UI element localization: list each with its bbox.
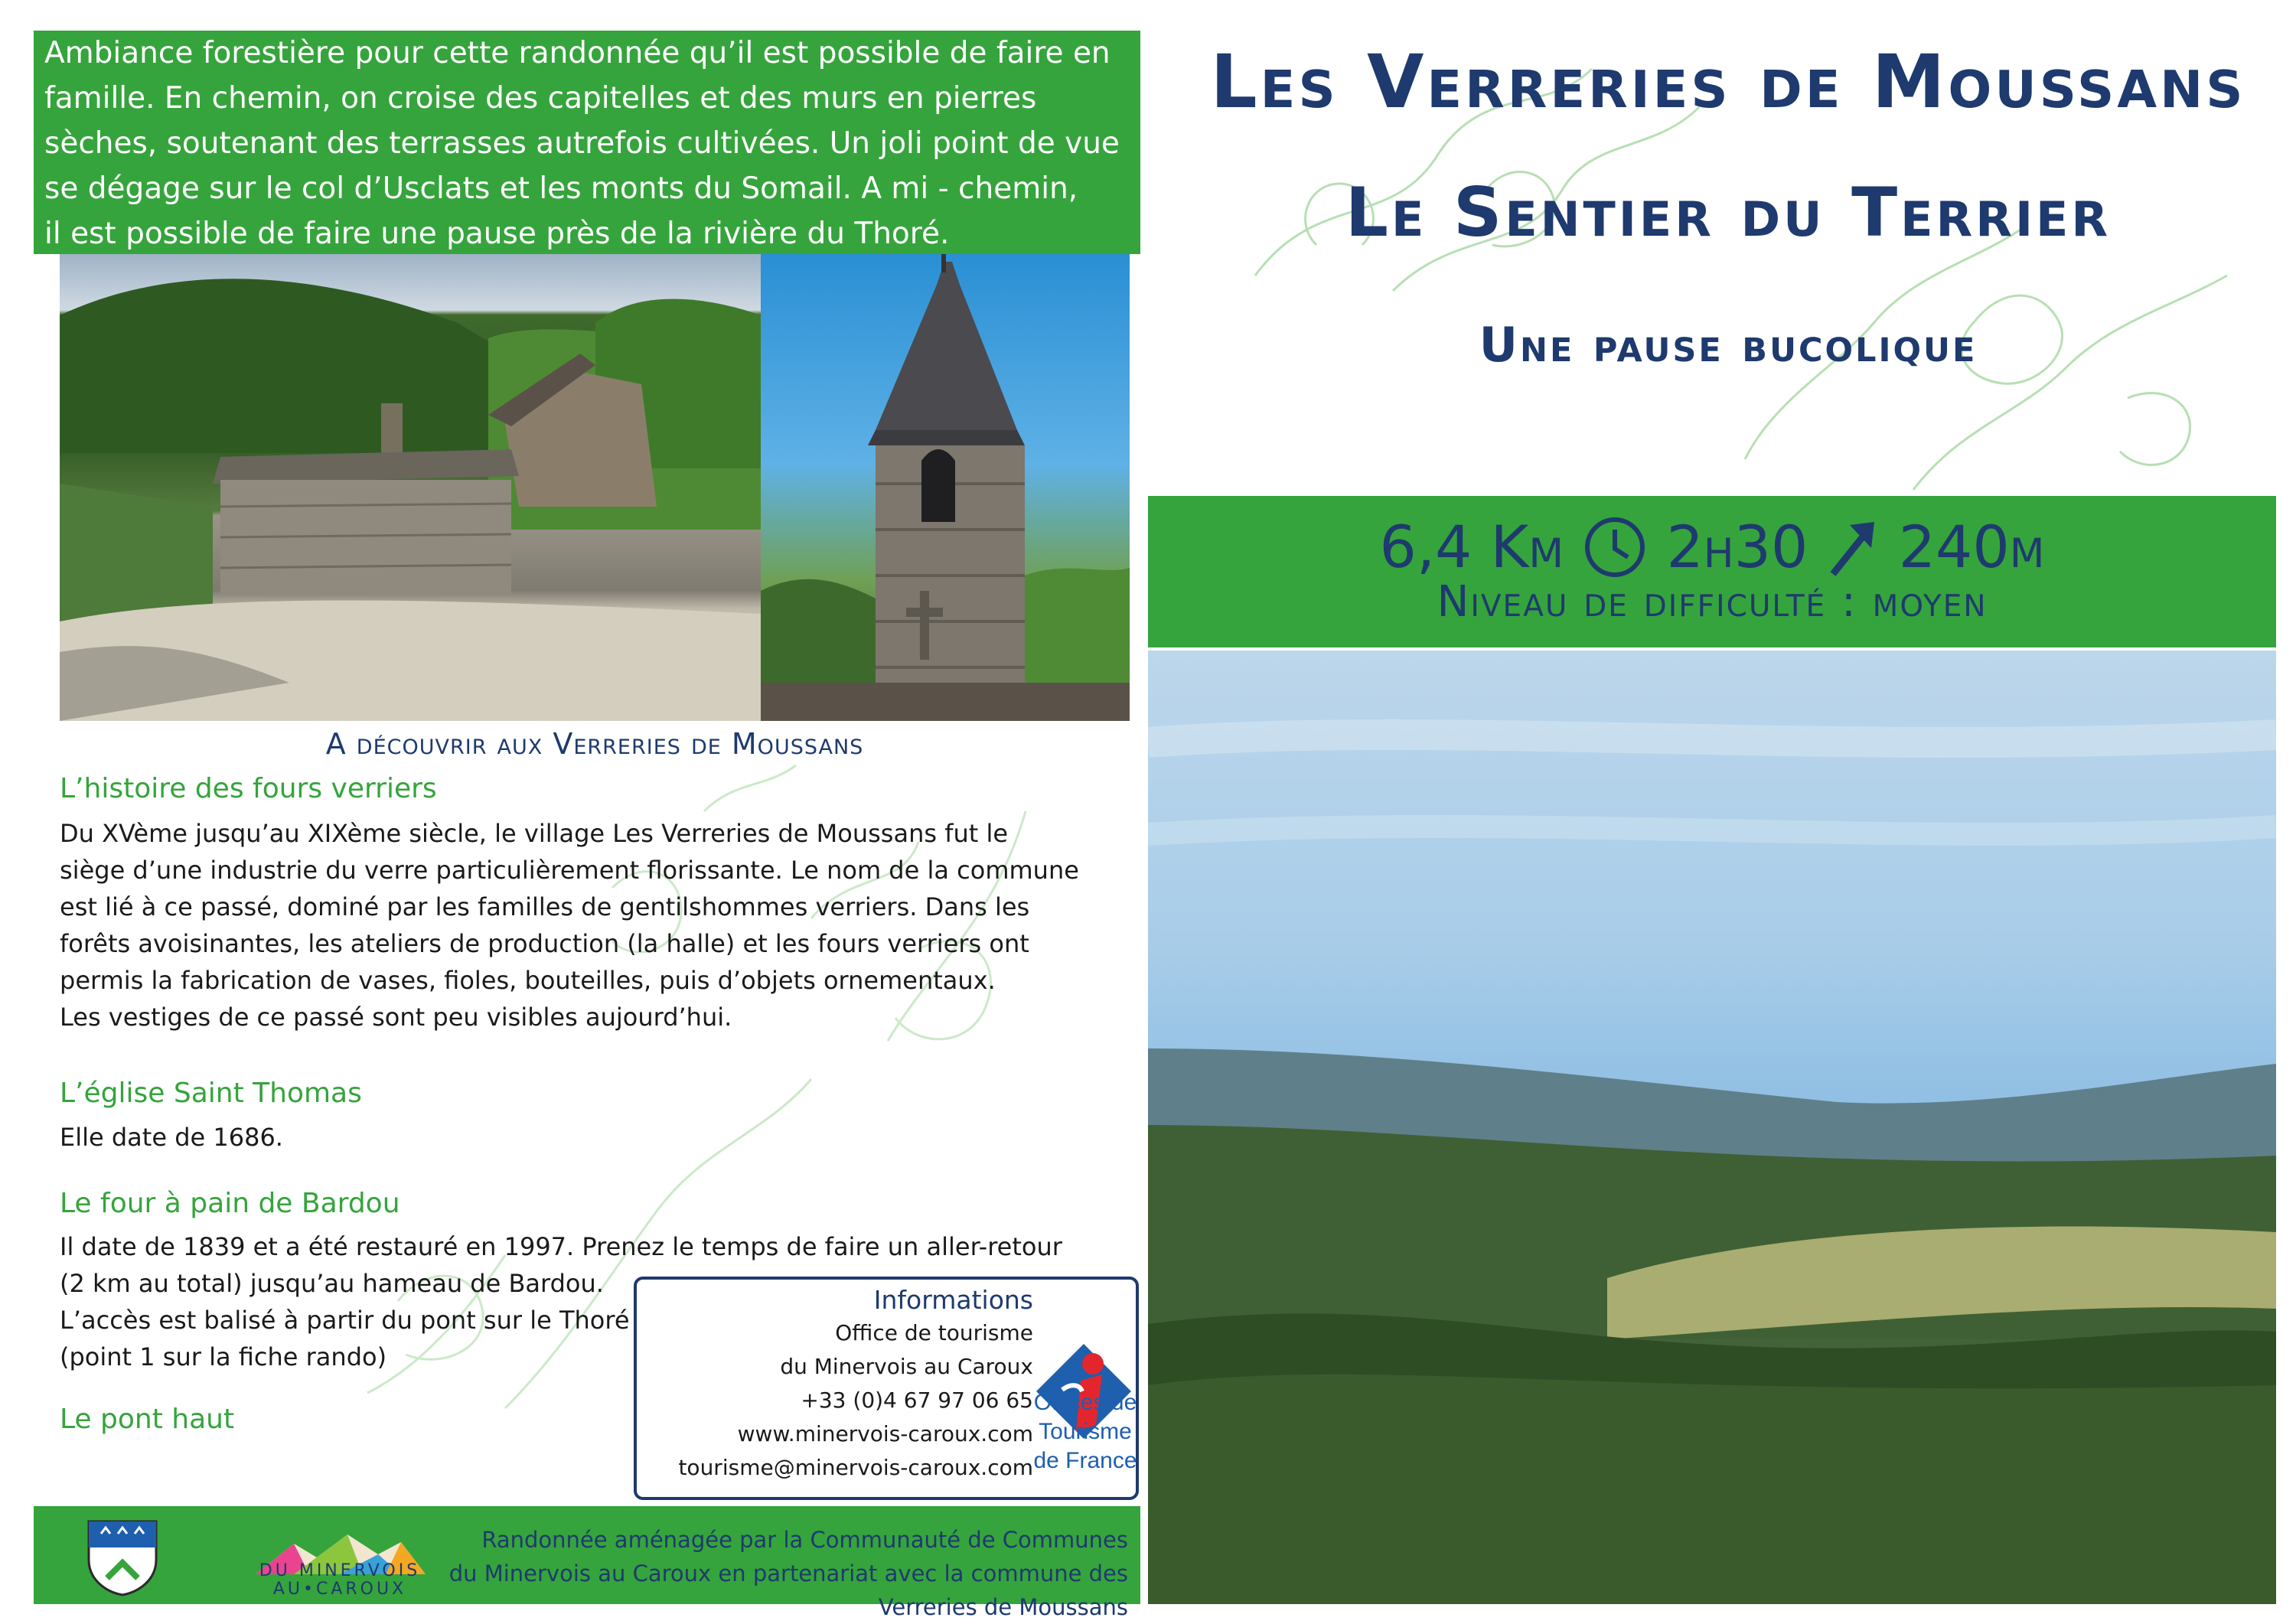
text-line: siège d’une industrie du verre particulièrement florissante. Le nom de la commune [60,856,1079,885]
phone-number[interactable]: +33 (0)4 67 97 06 65 [801,1388,1033,1413]
stone-hut-drawing [60,254,761,721]
section-title-church: L’église Saint Thomas [60,1078,362,1109]
distance-value: 6,4 Km [1379,513,1564,581]
trail-name: Le Sentier du Terrier [1345,173,2112,252]
email-link[interactable]: tourisme@minervois-caroux.com [678,1455,1033,1480]
intro-line: sèches, soutenant des terrasses autrefois cultivées. Un joli point de vue [44,126,1120,161]
website-link[interactable]: www.minervois-caroux.com [737,1421,1033,1446]
landscape-drawing [1148,651,2276,1604]
trail-stats-row [1148,507,2276,584]
office-name-line1: Office de tourisme [835,1320,1033,1345]
information-box [634,1277,1139,1500]
section-title-glass-furnaces: L’histoire des fours verriers [60,773,437,804]
logo-text-line: Tourisme [1039,1419,1132,1444]
footer-band [34,1506,1140,1620]
section-text-church [60,1119,825,1156]
intro-line: il est possible de faire une pause près de la rivière du Thoré. [44,217,950,251]
section-title-bread-oven: Le four à pain de Bardou [60,1188,400,1219]
logo-text-line: Offices de [1033,1390,1137,1415]
section-text-glass-furnaces [60,815,1131,1035]
clock-icon [1582,514,1648,580]
municipal-crest-icon [84,1517,161,1596]
page-title: Les Verreries de Moussans [1210,39,2246,125]
minervois-caroux-logo-text: DU MINERVOIS [259,1561,421,1580]
text-line: forêts avoisinantes, les ateliers de production (la halle) et les fours verriers ont [60,929,1029,958]
intro-line: se dégage sur le col d’Usclats et les monts du Somail. A mi - chemin, [44,171,1078,206]
section-title-high-bridge: Le pont haut [60,1404,235,1435]
landscape-photo [1148,651,2276,1604]
intro-line: Ambiance forestière pour cette randonnée qu’il est possible de faire en [44,36,1110,70]
text-line: (point 1 sur la fiche rando) [60,1342,387,1371]
text-line: est lié à ce passé, dominé par les familles de gentilshommes verriers. Dans les [60,892,1030,921]
elevation-value: 240m [1898,513,2045,581]
text-line: Du XVème jusqu’au XIXème siècle, le village Les Verreries de Moussans fut le [60,819,1009,848]
text-line: (2 km au total) jusqu’au hameau de Bardou. [60,1269,604,1298]
text-line: permis la fabrication de vases, fioles, bouteilles, puis d’objets ornementaux. [60,966,996,995]
text-line: Elle date de 1686. [60,1123,283,1152]
intro-box [34,31,1140,254]
duration-value: 2h30 [1666,513,1808,581]
minervois-caroux-logo-text: AU•CAROUX [272,1580,407,1599]
elevation-arrow-icon [1827,514,1880,580]
church-tower-drawing [761,254,1130,721]
discover-heading: A découvrir aux Verreries de Moussans [325,727,864,761]
difficulty-level: Niveau de difficulté : moyen [1437,577,1988,627]
photo-stone-hut [60,254,761,721]
tagline: Une pause bucolique [1479,317,1978,373]
text-line: L’accès est balisé à partir du pont sur le Thoré [60,1306,630,1335]
office-name-line2: du Minervois au Caroux [780,1354,1033,1379]
information-title: Informations [873,1285,1033,1315]
text-line: Les vestiges de ce passé sont peu visibles aujourd’hui. [60,1003,732,1032]
logo-text-line: de France [1033,1448,1137,1473]
information-lines [644,1284,1033,1485]
intro-line: famille. En chemin, on croise des capitelles et des murs en pierres [44,81,1037,116]
photo-church-tower [761,254,1130,721]
footer-credit-text: Randonnée aménagée par la Communauté de Communes du Minervois au Caroux en partenariat avec la commune des Verreries de Moussans [448,1527,1128,1620]
offices-de-tourisme-label [1032,1388,1139,1476]
trail-stats-band [1148,496,2276,647]
text-line: Il date de 1839 et a été restauré en 1997. Prenez le temps de faire un aller-retour [60,1232,1062,1261]
